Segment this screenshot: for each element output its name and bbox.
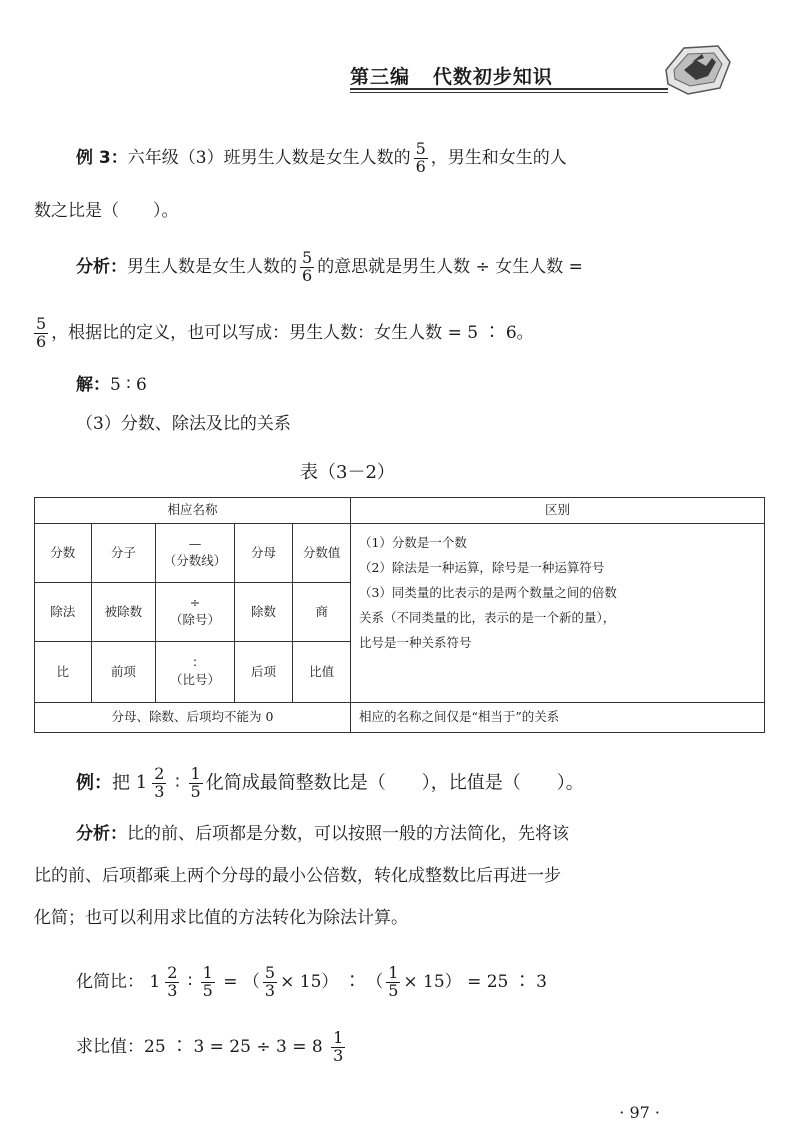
difference-item: 比号是一种关系符号 [358,635,472,650]
difference-item: （1）分数是一个数 [358,535,467,550]
example-label: 例 [76,772,94,794]
chapter-header: 第三编 代数初步知识 [350,66,553,88]
book-emblem-icon [662,40,732,102]
simplify-line: 化简比： 1 $\frac{2}{3}$ ∶ $\frac{1}{5}$ = （ $\frac{5}{3}$ × 15） ∶ （ $\frac{1}{5}$ × 15） = 25 ∶ 3 [76,963,547,1000]
analysis1-label: 分析 [76,256,110,277]
solution-label: 解 [76,375,93,395]
table-header-differences: 区别 [350,498,764,524]
fraction: $\frac{1}{5}$ [202,963,213,1000]
header-rule-thin [350,92,668,93]
table-row: 分数 分子 — （分数线） 分母 分数值 （1）分数是一个数 （2）除法是一种运算，除号是一种运算符号 （3）同类量的比表示的是两个数量之间的倍数 关系（不同类量的比，表示的是一个新的量）， 比号是一种关系符号 [35,524,765,583]
fraction: $\frac{5}{6}$ [302,248,313,285]
fraction: $\frac{2}{3}$ [167,963,178,1000]
difference-item: （3）同类量的比表示的是两个数量之间的倍数 [358,585,617,600]
example3-line2: 数之比是（ ）。 [34,201,179,221]
analysis1-line1: 分析：男生人数是女生人数的 $\frac{5}{6}$ 的意思就是男生人数 ÷ 女生人数 = [76,248,583,285]
section-title: （3）分数、除法及比的关系 [76,414,291,434]
fraction: $\frac{5}{6}$ [36,314,47,351]
example-line: 例：把 1 $\frac{2}{3}$ ∶ $\frac{1}{5}$ 化简成最简整数比是（ ），比值是（ ）。 [76,764,584,801]
mixed-number: 1 $\frac{2}{3}$ [135,764,165,801]
mixed-number: 1 $\frac{2}{3}$ [149,963,178,1000]
difference-item: （2）除法是一种运算，除号是一种运算符号 [358,560,605,575]
fraction: $\frac{2}{3}$ [154,764,165,801]
table-footer-left: 分母、除数、后项均不能为 0 [35,703,351,733]
fraction: $\frac{5}{6}$ [415,139,426,176]
simplify-label: 化简比： [76,971,144,992]
analysis2-label: 分析 [76,824,110,844]
fraction: $\frac{1}{3}$ [333,1028,344,1065]
ratio-value-label: 求比值： [76,1036,144,1057]
example3-line1: 例 3：六年级（3）班男生人数是女生人数的 $\frac{5}{6}$ ，男生和女生的人 [76,139,567,176]
page-number: · 97 · [619,1103,660,1122]
analysis2-line2: 比的前、后项都乘上两个分母的最小公倍数，转化成整数比后再进一步 [34,866,561,886]
table-row: 比 前项 ∶ （比号） 后项 比值 [35,642,765,703]
table-row: 除法 被除数 ÷ （除号） 除数 商 [35,583,765,642]
differences-cell [350,524,764,703]
analysis2-line3: 化简；也可以利用求比值的方法转化为除法计算。 [34,908,408,928]
table-header-names: 相应名称 [35,498,351,524]
analysis2-line1: 分析：比的前、后项都是分数，可以按照一般的方法简化，先将该 [76,824,569,844]
solution1: 解：5 ∶ 6 [76,375,147,395]
relation-table [34,497,765,733]
fraction: $\frac{1}{5}$ [190,764,201,801]
header-rule [350,88,668,90]
table-footer-right: 相应的名称之间仅是“相当于”的关系 [350,703,764,733]
fraction: $\frac{5}{3}$ [264,963,276,1000]
example3-label: 例 3 [76,147,111,168]
ratio-value-line: 求比值：25 ∶ 3 = 25 ÷ 3 = 8 $\frac{1}{3}$ [76,1028,344,1065]
analysis1-line2: $\frac{5}{6}$ ，根据比的定义，也可以写成：男生人数：女生人数 = 5 ∶ 6。 [36,314,534,351]
fraction: $\frac{1}{5}$ [388,963,399,1000]
table-title: 表（3－2） [300,462,395,483]
example3-text: 六年级（3）班男生人数是女生人数的 [127,147,411,168]
difference-item: 关系（不同类量的比，表示的是一个新的量）， [358,610,616,625]
